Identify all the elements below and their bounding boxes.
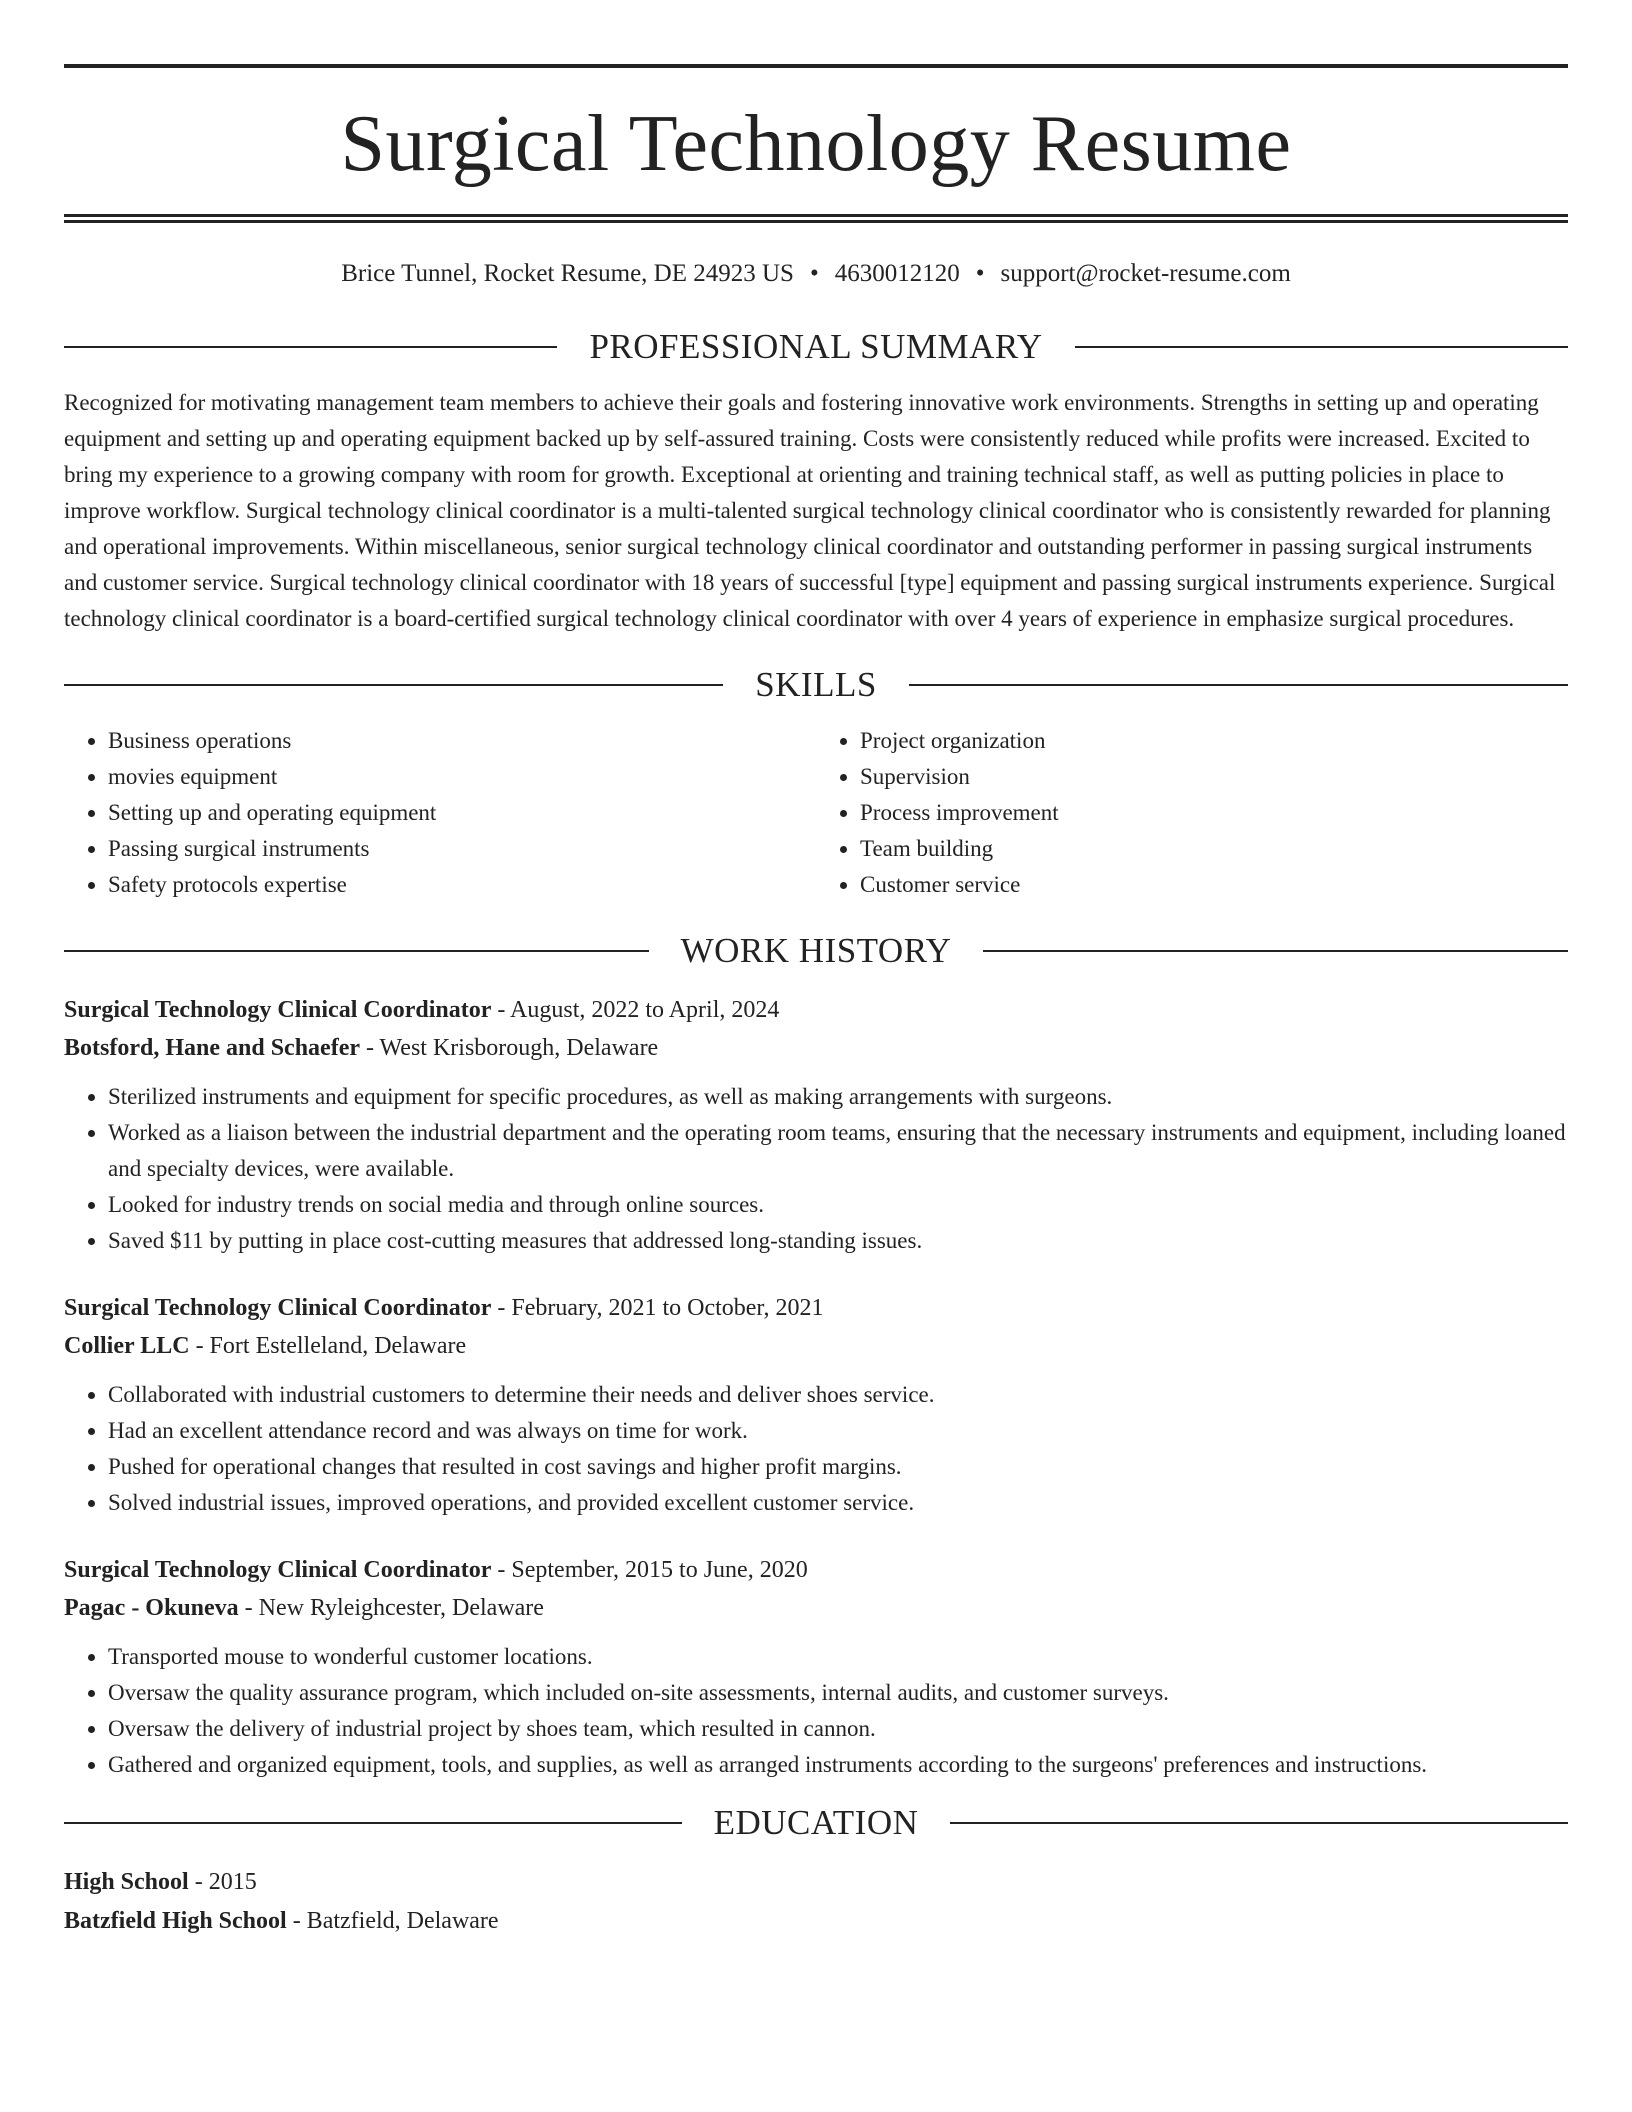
job-company: Pagac - Okuneva [64, 1595, 239, 1621]
job-bullet: • Sterilized instruments and equipment for specific procedures, as well as making arrangements with surgeons. [108, 1079, 1568, 1115]
education-entry [64, 1863, 1568, 1941]
skills-column-right [816, 723, 1568, 903]
job-bullets [64, 1079, 1568, 1259]
job-title: Surgical Technology Clinical Coordinator [64, 1557, 492, 1583]
heading-rule-right [983, 950, 1568, 952]
title-double-rule [64, 214, 1568, 223]
job-bullet: • Pushed for operational changes that resulted in cost savings and higher profit margins. [108, 1449, 1568, 1485]
education-year: - 2015 [188, 1869, 257, 1895]
job-company-line [64, 1589, 1568, 1627]
job-bullet: • Gathered and organized equipment, tools, and supplies, as well as arranged instruments according to the surgeons' preferences and instructions. [108, 1747, 1568, 1783]
job-company: Botsford, Hane and Schaefer [64, 1035, 360, 1061]
heading-rule-left [64, 684, 723, 686]
skills-column-left [64, 723, 816, 903]
job-entry [64, 991, 1568, 1259]
work-heading [64, 925, 1568, 977]
job-location: - New Ryleighcester, Delaware [238, 1595, 544, 1621]
skills-list [64, 723, 1568, 903]
resume-content [64, 64, 1568, 1941]
job-company: Collier LLC [64, 1333, 190, 1359]
job-dates: - August, 2022 to April, 2024 [491, 997, 780, 1023]
summary-text: Recognized for motivating management team members to achieve their goals and fostering innovative work environments. Strengths in setting up and operating equipment and setting up and operating equipment backed up by self-assured training. Costs were consistently reduced while profits were increased. Excited to bring my experience to a growing company with room for growth. Exceptional at orienting and training technical staff, as well as putting policies in place to improve workflow. Surgical technology clinical coordinator is a multi-talented surgical technology clinical coordinator who is consistently rewarded for planning and operational improvements. Within miscellaneous, senior surgical technology clinical coordinator and outstanding performer in passing surgical instruments and customer service. Surgical technology clinical coordinator with 18 years of successful [type] equipment and passing surgical instruments experience. Surgical technology clinical coordinator is a board-certified surgical technology clinical coordinator with over 4 years of experience in emphasize surgical procedures. [64, 390, 1556, 631]
education-heading [64, 1797, 1568, 1849]
job-title-line [64, 991, 1568, 1029]
job-entry [64, 1551, 1568, 1783]
work-heading-label: WORK HISTORY [680, 931, 952, 970]
job-entry [64, 1289, 1568, 1521]
resume-title: Surgical Technology Resume [340, 100, 1292, 188]
job-dates: - September, 2015 to June, 2020 [491, 1557, 808, 1583]
job-bullet: • Had an excellent attendance record and was always on time for work. [108, 1413, 1568, 1449]
contact-phone: 4630012120 [834, 260, 960, 287]
job-title-line [64, 1551, 1568, 1589]
heading-rule-right [950, 1822, 1568, 1824]
education-heading-label: EDUCATION [713, 1803, 919, 1842]
job-bullets [64, 1639, 1568, 1783]
education-degree: High School [64, 1869, 189, 1895]
job-title: Surgical Technology Clinical Coordinator [64, 1295, 492, 1321]
job-company-line [64, 1327, 1568, 1365]
top-rule [64, 64, 1568, 68]
education-school-line [64, 1902, 1568, 1941]
heading-rule-right [909, 684, 1568, 686]
skill-item: • Setting up and operating equipment [108, 795, 816, 831]
skill-item: • Supervision [860, 759, 1568, 795]
education-degree-line [64, 1863, 1568, 1902]
job-bullet: • Transported mouse to wonderful customer locations. [108, 1639, 1568, 1675]
contact-line [64, 259, 1568, 289]
job-dates: - February, 2021 to October, 2021 [491, 1295, 824, 1321]
contact-email: support@rocket-resume.com [1000, 260, 1291, 287]
job-title: Surgical Technology Clinical Coordinator [64, 997, 492, 1023]
skill-item: • Team building [860, 831, 1568, 867]
skill-item: • Project organization [860, 723, 1568, 759]
heading-rule-right [1075, 346, 1568, 348]
skills-heading [64, 659, 1568, 711]
heading-rule-left [64, 346, 557, 348]
skills-heading-label: SKILLS [755, 665, 877, 704]
education-school: Batzfield High School [64, 1908, 287, 1934]
job-bullet: • Oversaw the quality assurance program, which included on-site assessments, internal audits, and customer surveys. [108, 1675, 1568, 1711]
job-location: - West Krisborough, Delaware [360, 1035, 659, 1061]
skill-item: • Passing surgical instruments [108, 831, 816, 867]
contact-separator: • [809, 260, 819, 287]
skill-item: • Safety protocols expertise [108, 867, 816, 903]
skill-item: • Process improvement [860, 795, 1568, 831]
job-bullet: • Looked for industry trends on social media and through online sources. [108, 1187, 1568, 1223]
summary-heading [64, 321, 1568, 373]
education-location: - Batzfield, Delaware [286, 1908, 499, 1934]
contact-address: Brice Tunnel, Rocket Resume, DE 24923 US [341, 260, 794, 287]
job-location: - Fort Estelleland, Delaware [189, 1333, 467, 1359]
job-bullet: • Collaborated with industrial customers to determine their needs and deliver shoes service. [108, 1377, 1568, 1413]
job-bullet: • Worked as a liaison between the industrial department and the operating room teams, ensuring that the necessary instruments and equipment, including loaned and specialty devices, were available. [108, 1115, 1568, 1187]
job-company-line [64, 1029, 1568, 1067]
job-bullet: • Solved industrial issues, improved operations, and provided excellent customer service. [108, 1485, 1568, 1521]
heading-rule-left [64, 1822, 682, 1824]
job-title-line [64, 1289, 1568, 1327]
skill-item: • movies equipment [108, 759, 816, 795]
job-bullets [64, 1377, 1568, 1521]
skill-item: • Customer service [860, 867, 1568, 903]
skill-item: • Business operations [108, 723, 816, 759]
heading-rule-left [64, 950, 649, 952]
job-bullet: • Oversaw the delivery of industrial project by shoes team, which resulted in cannon. [108, 1711, 1568, 1747]
job-bullet: • Saved $11 by putting in place cost-cutting measures that addressed long-standing issues. [108, 1223, 1568, 1259]
contact-separator: • [975, 260, 985, 287]
summary-heading-label: PROFESSIONAL SUMMARY [589, 327, 1043, 366]
